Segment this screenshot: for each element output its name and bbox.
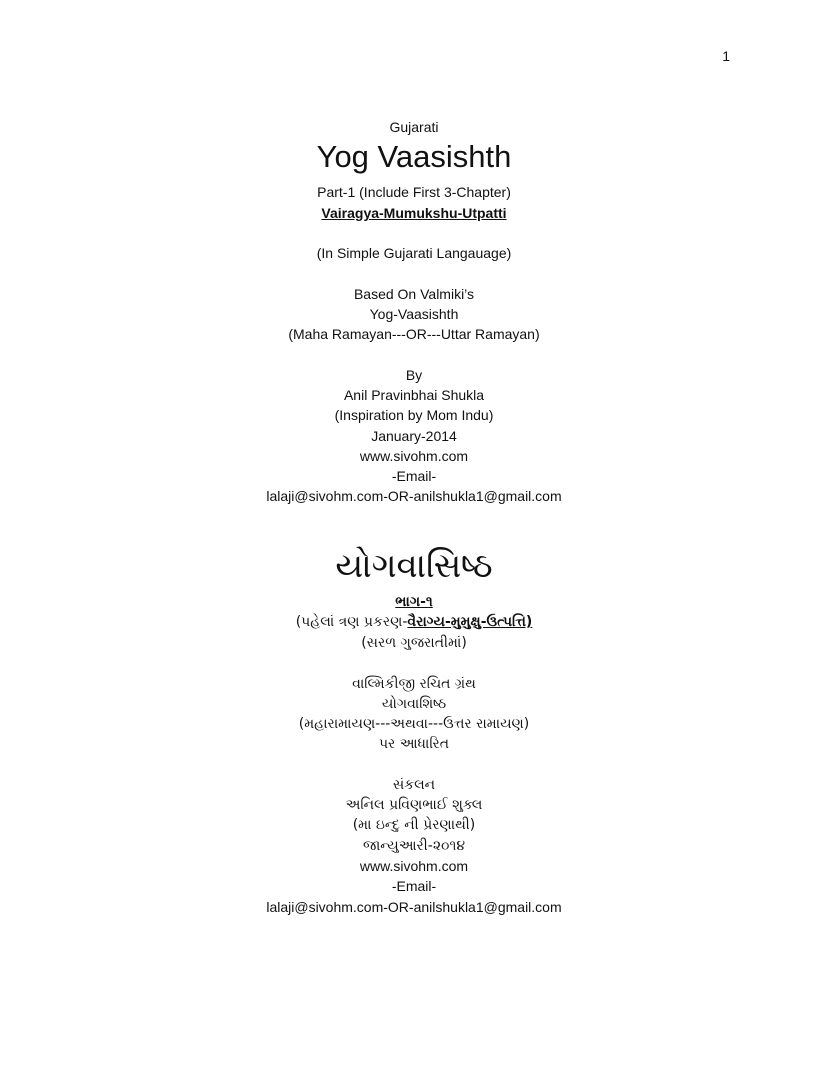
language-note: (In Simple Gujarati Langauage) (316, 245, 512, 261)
gujarati-source-alt: (મહારામાયણ---અથવા---ઉત્તર રામાયણ) (298, 716, 530, 732)
gujarati-title: યોગવાસિષ્ઠ (335, 546, 493, 586)
gujarati-part (0, 593, 828, 611)
chapters-title (0, 204, 828, 222)
gujarati-date: જાન્યુઆરી-૨૦૧૪ (362, 838, 466, 854)
website-link[interactable]: www.sivohm.com (359, 448, 469, 464)
gujarati-email-addresses[interactable]: lalaji@sivohm.com-OR-anilshukla1@gmail.com (266, 899, 562, 915)
based-on: Based On Valmiki’s (353, 286, 475, 302)
page-number: 1 (722, 48, 730, 64)
gujarati-author: અનિલ પ્રવિણભાઈ શુક્લ (345, 797, 483, 813)
email-addresses[interactable]: lalaji@sivohm.com-OR-anilshukla1@gmail.com (266, 488, 562, 504)
gujarati-language-note: (સરળ ગુજરાતીમાં) (361, 635, 467, 651)
language-label: Gujarati (389, 119, 439, 135)
source-alt: (Maha Ramayan---OR---Uttar Ramayan) (288, 326, 540, 342)
gujarati-based-on: પર આધારિત (378, 736, 450, 752)
gujarati-compiled: સંકલન (392, 777, 436, 793)
gujarati-email-label: -Email- (391, 878, 437, 894)
gujarati-website-link[interactable]: www.sivohm.com (359, 858, 469, 874)
part-info: Part-1 (Include First 3-Chapter) (317, 184, 511, 200)
gujarati-chapters-bold: વૈરાગ્ય-મુમુક્ષુ-ઉત્પત્તિ) (407, 614, 533, 630)
gujarati-chapters-prefix: (પહેલાં ત્રણ પ્રકરણ- (295, 614, 408, 630)
source-title: Yog-Vaasishth (369, 306, 459, 322)
book-title: Yog Vaasishth (316, 139, 512, 174)
by-label: By (405, 367, 423, 383)
author-name: Anil Pravinbhai Shukla (343, 387, 485, 403)
gujarati-composed-by: વાલ્મિકીજી રચિત ગ્રંથ (352, 676, 476, 692)
email-label: -Email- (391, 468, 437, 484)
gujarati-part-text: ભાગ-૧ (395, 594, 433, 610)
gujarati-source-title: યોગવાશિષ્ઠ (381, 696, 447, 712)
chapters-text: Vairagya-Mumukshu-Utpatti (321, 205, 507, 221)
inspiration: (Inspiration by Mom Indu) (334, 407, 494, 423)
date: January-2014 (371, 428, 457, 444)
gujarati-inspiration: (મા ઇન્દુ ની પ્રેરણાથી) (352, 817, 476, 833)
gujarati-chapters (0, 613, 828, 631)
